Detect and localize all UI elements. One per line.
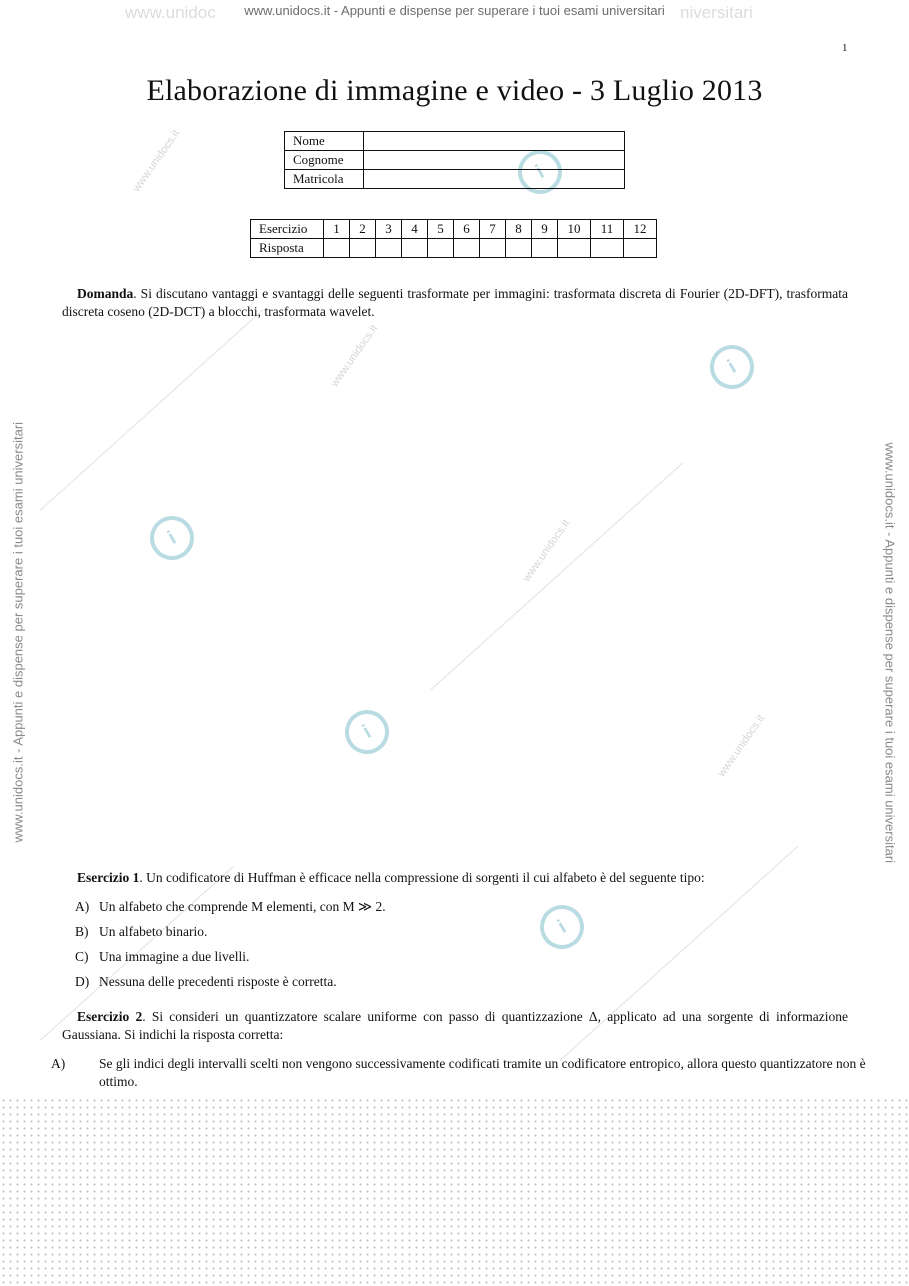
watermark-diagonal: www.unidocs.it bbox=[130, 127, 183, 195]
student-info-table bbox=[284, 131, 625, 189]
watermark-line bbox=[430, 463, 683, 691]
unidocs-logo-icon: i bbox=[532, 897, 592, 957]
watermark-banner bbox=[0, 3, 909, 22]
exercise-number: 9 bbox=[532, 220, 558, 239]
option-text: Una immagine a due livelli. bbox=[99, 949, 250, 964]
answer-cell[interactable] bbox=[376, 239, 402, 258]
exercise-number: 12 bbox=[624, 220, 657, 239]
table-row bbox=[285, 151, 625, 170]
exercise-number: 11 bbox=[591, 220, 624, 239]
answer-cell[interactable] bbox=[558, 239, 591, 258]
answer-header-label: Esercizio bbox=[251, 220, 324, 239]
exercise-1-option-a[interactable] bbox=[75, 898, 848, 916]
exercise-number: 6 bbox=[454, 220, 480, 239]
exercise-number: 8 bbox=[506, 220, 532, 239]
answer-cell[interactable] bbox=[454, 239, 480, 258]
watermark-diagonal: www.unidocs.it bbox=[520, 517, 573, 585]
answer-row-label: Risposta bbox=[251, 239, 324, 258]
option-key: C) bbox=[75, 949, 89, 964]
exercise-number: 2 bbox=[350, 220, 376, 239]
answer-cell[interactable] bbox=[532, 239, 558, 258]
field-label: Matricola bbox=[285, 170, 364, 189]
page-title: Elaborazione di immagine e video - 3 Luglio 2013 bbox=[146, 74, 763, 107]
exercise-number: 5 bbox=[428, 220, 454, 239]
exercise-number: 10 bbox=[558, 220, 591, 239]
unidocs-logo-icon: i bbox=[702, 337, 762, 397]
exercise-number: 1 bbox=[324, 220, 350, 239]
answer-cell[interactable] bbox=[591, 239, 624, 258]
surname-field[interactable] bbox=[364, 151, 625, 170]
exercise-2-option-a[interactable] bbox=[51, 1055, 872, 1091]
field-label: Nome bbox=[285, 132, 364, 151]
watermark-line bbox=[40, 309, 264, 510]
exercise-2-label: Esercizio 2 bbox=[77, 1009, 143, 1024]
exercise-number: 3 bbox=[376, 220, 402, 239]
option-text: Se gli indici degli intervalli scelti non vengono successivamente codificati tramite un codificatore entropico, allora questo quantizzatore non è ottimo. bbox=[99, 1056, 866, 1089]
answer-header-row bbox=[251, 220, 657, 239]
answer-cell[interactable] bbox=[324, 239, 350, 258]
option-key: D) bbox=[75, 974, 90, 989]
question-text: . Si discutano vantaggi e svantaggi delle seguenti trasformate per immagini: trasformata discreta di Fourier (2D-DFT), trasformata discreta coseno (2D-DCT) a blocchi, trasformata wavelet. bbox=[62, 286, 848, 319]
exercise-2-text: . Si consideri un quantizzatore scalare uniforme con passo di quantizzazione Δ, applicato ad una sorgente di informazione Gaussiana. Si indichi la risposta corretta: bbox=[62, 1009, 849, 1042]
exercise-number: 7 bbox=[480, 220, 506, 239]
name-field[interactable] bbox=[364, 132, 625, 151]
table-row bbox=[285, 170, 625, 189]
answer-cell[interactable] bbox=[624, 239, 657, 258]
answer-grid bbox=[250, 219, 657, 258]
exercise-1-option-d[interactable] bbox=[75, 973, 848, 991]
watermark-side-right: www.unidocs.it - Appunti e dispense per superare i tuoi esami universitari bbox=[882, 442, 898, 864]
question-paragraph bbox=[62, 285, 848, 321]
option-text: Un alfabeto binario. bbox=[99, 924, 208, 939]
watermark-ghost-left: www.unidoc bbox=[125, 3, 216, 22]
exercise-2-paragraph bbox=[62, 1008, 848, 1044]
question-label: Domanda bbox=[77, 286, 134, 301]
exercise-1-option-b[interactable] bbox=[75, 923, 848, 941]
unidocs-logo-icon: i bbox=[142, 508, 202, 568]
exercise-1-paragraph bbox=[62, 869, 848, 887]
option-key: A) bbox=[51, 1056, 66, 1071]
dotted-preview-overlay bbox=[0, 1097, 909, 1286]
answer-cell[interactable] bbox=[402, 239, 428, 258]
table-row bbox=[285, 132, 625, 151]
exercise-1-label: Esercizio 1 bbox=[77, 870, 140, 885]
page-number: 1 bbox=[842, 42, 848, 54]
exercise-1-option-c[interactable] bbox=[75, 948, 848, 966]
option-text: Un alfabeto che comprende M elementi, con M ≫ 2. bbox=[99, 899, 386, 914]
answer-cell[interactable] bbox=[480, 239, 506, 258]
watermark-text: www.unidocs.it - Appunti e dispense per superare i tuoi esami universitari bbox=[244, 3, 665, 18]
unidocs-logo-icon: i bbox=[337, 702, 397, 762]
answer-cell[interactable] bbox=[428, 239, 454, 258]
option-text: Nessuna delle precedenti risposte è corretta. bbox=[99, 974, 337, 989]
watermark-side-left: www.unidocs.it - Appunti e dispense per superare i tuoi esami universitari bbox=[10, 421, 26, 843]
exercise-1-text: . Un codificatore di Huffman è efficace nella compressione di sorgenti il cui alfabeto è del seguente tipo: bbox=[139, 870, 705, 885]
watermark-ghost-right: niversitari bbox=[680, 3, 753, 22]
option-key: A) bbox=[75, 899, 90, 914]
watermark-diagonal: www.unidocs.it bbox=[715, 712, 768, 780]
answer-cell[interactable] bbox=[506, 239, 532, 258]
unidocs-logo-icon: i bbox=[510, 142, 570, 202]
watermark-diagonal: www.unidocs.it bbox=[328, 322, 381, 390]
field-label: Cognome bbox=[285, 151, 364, 170]
answer-cell[interactable] bbox=[350, 239, 376, 258]
option-key: B) bbox=[75, 924, 89, 939]
student-id-field[interactable] bbox=[364, 170, 625, 189]
exercise-number: 4 bbox=[402, 220, 428, 239]
answer-row bbox=[251, 239, 657, 258]
